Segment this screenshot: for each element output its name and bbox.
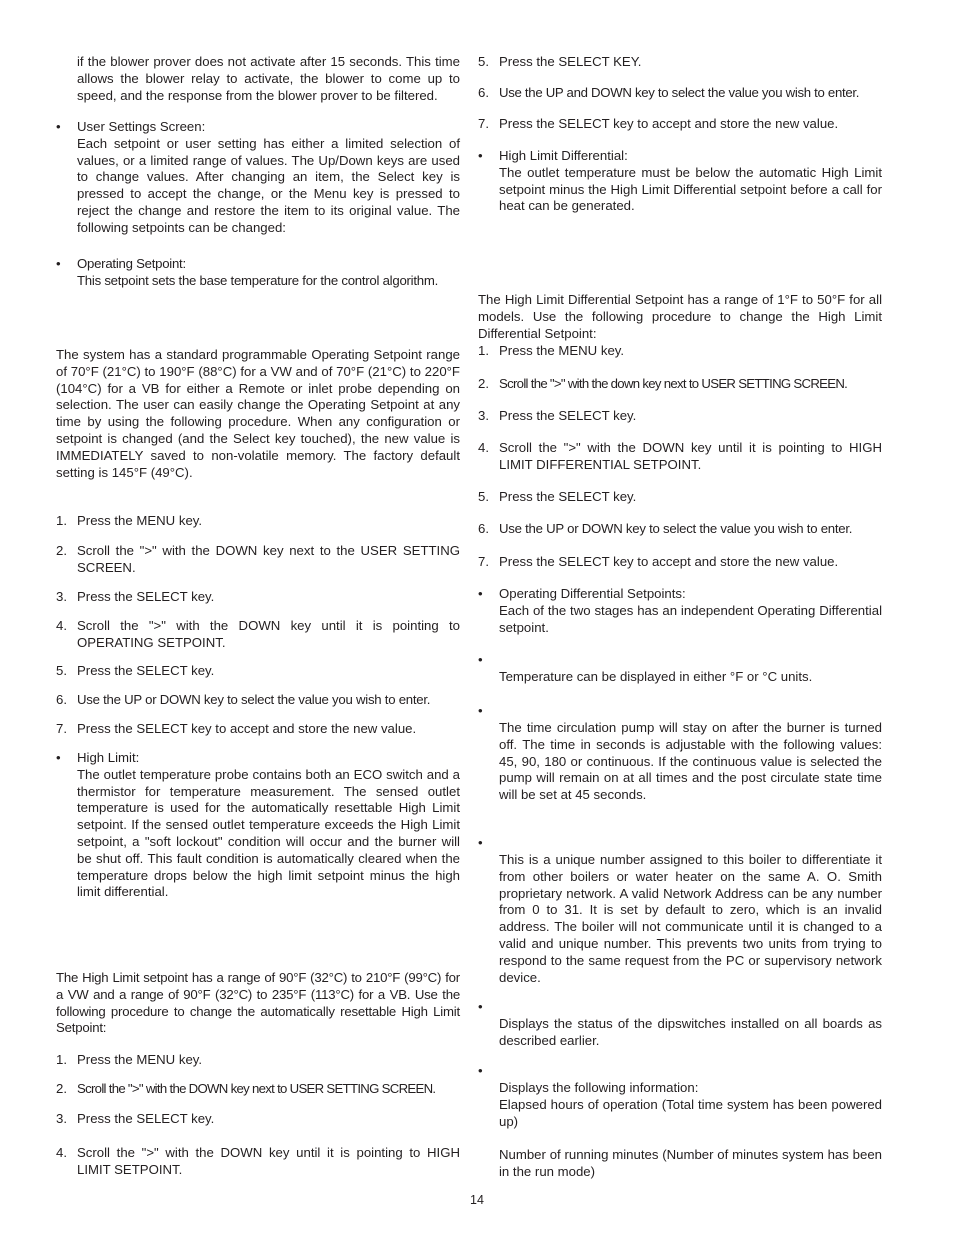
step-item: 6. Use the UP or DOWN key to select the value you wish to enter. (56, 692, 431, 707)
bullet-information: • Displays the following information: Elapsed hours of operation (Total time system has been powered up) Number of running minutes (Number of minutes system has been in the run mode) (478, 1063, 882, 1180)
step-item: 5. Press the SELECT key. (56, 663, 215, 678)
step-item: 5. Press the SELECT key. (478, 489, 637, 504)
step-item: 1. Press the MENU key. (56, 1052, 203, 1067)
step-item: 3. Press the SELECT key. (56, 1111, 215, 1126)
page-number: 14 (470, 1193, 484, 1207)
step-item: 7. Press the SELECT key to accept and store the new value. (56, 721, 417, 736)
paragraph: The High Limit Differential Setpoint has a range of 1°F to 50°F for all models. Use the following procedure to change the High Limit Differential Setpoint: (478, 292, 882, 341)
step-item: 6. Use the UP and DOWN key to select the value you wish to enter. (478, 85, 860, 100)
bullet-high-limit-differential: • High Limit Differential: The outlet temperature must be below the automatic High Limit setpoint minus the High Limit Differential setpoint before a call for heat can be generated. (478, 148, 882, 214)
paragraph: The High Limit setpoint has a range of 90°F (32°C) to 210°F (99°C) for a VW and a range of 90°F (32°C) to 235°F (113°C) for a VB. Use the following procedure to change the automatically resettable High Limit Setpoint: (56, 970, 460, 1036)
bullet-high-limit: • High Limit: The outlet temperature probe contains both an ECO switch and a thermistor for temperature measurement. The sensed outlet temperature is used for the automatically resettable High Limit setpoint. If the sensed outlet temperature exceeds the High Limit setpoint, a "soft lockout" condition will occur and the burner will be shut off. This fault condition is automatically cleared when the temperature drops below the high limit setpoint minus the high limit differential. (56, 750, 460, 900)
paragraph: The system has a standard programmable Operating Setpoint range of 70°F (21°C) to 190°F (88°C) for a VW and of 70°F (21°C) to 220°F (104°C) for a VB for either a Remote or inlet probe depending on selection. The user can easily change the Operating Setpoint at any time by using the following procedure. When any configuration or setpoint is changed (and the Select key touched), the new value is IMMEDIATELY saved to non-volatile memory. The factory default setting is 145°F (49°C). (56, 347, 460, 480)
step-item: 2. Scroll the ">" with the down key next to USER SETTING SCREEN. (478, 376, 848, 391)
step-item: 4. Scroll the ">" with the DOWN key until it is pointing to OPERATING SETPOINT. (56, 618, 460, 650)
bullet-operating-setpoint: • Operating Setpoint: This setpoint sets the base temperature for the control algorithm. (56, 256, 438, 288)
step-item: 3. Press the SELECT key. (478, 408, 637, 423)
step-item: 1. Press the MENU key. (56, 513, 203, 528)
bullet-temperature-units: • Temperature can be displayed in either °F or °C units. (478, 652, 813, 684)
step-item: 2. Scroll the ">" with the DOWN key next to USER SETTING SCREEN. (56, 1081, 436, 1096)
step-item: 7. Press the SELECT key to accept and store the new value. (478, 116, 839, 131)
step-item: 1. Press the MENU key. (478, 343, 625, 358)
step-item: 7. Press the SELECT key to accept and store the new value. (478, 554, 839, 569)
bullet-network-address: • This is a unique number assigned to this boiler to differentiate it from other boilers or water heater on the same A. O. Smith proprietary network. A valid Network Address can be any number from 0 to 31. It is set by default to zero, which is an invalid address. The boiler will not communicate until it is changed to a valid and unique number. This prevents two units from trying to respond to the same request from the PC or supervisory network device. (478, 835, 882, 985)
step-item: 4. Scroll the ">" with the DOWN key until it is pointing to HIGH LIMIT DIFFERENTIAL SETPOINT. (478, 440, 882, 472)
bullet-dipswitches: • Displays the status of the dipswitches installed on all boards as described earlier. (478, 999, 882, 1048)
step-item: 4. Scroll the ">" with the DOWN key until it is pointing to HIGH LIMIT SETPOINT. (56, 1145, 460, 1177)
step-item: 2. Scroll the ">" with the DOWN key next to the USER SETTING SCREEN. (56, 543, 460, 575)
step-item: 5. Press the SELECT KEY. (478, 54, 642, 69)
paragraph: if the blower prover does not activate after 15 seconds. This time allows the blower relay to activate, the blower to come up to speed, and the response from the blower prover to be filtered. (77, 54, 460, 103)
bullet-operating-differential: • Operating Differential Setpoints: Each of the two stages has an independent Operating Differential setpoint. (478, 586, 882, 635)
bullet-user-settings: • User Settings Screen: Each setpoint or user setting has either a limited selection of values, or a limited range of values. The Up/Down keys are used to change values. After changing an item, the Select key is pressed to accept the change, or the Menu key is pressed to reject the change and restore the item to its original value. The following setpoints can be changed: (56, 119, 460, 235)
step-item: 3. Press the SELECT key. (56, 589, 215, 604)
step-item: 6. Use the UP or DOWN key to select the value you wish to enter. (478, 521, 853, 536)
bullet-post-circulation: • The time circulation pump will stay on after the burner is turned off. The time in seconds is adjustable with the following values: 45, 90, 180 or continuous. If the continuous value is selected the pump will remain on at all times and the post circulate state time will be set at 45 seconds. (478, 703, 882, 803)
